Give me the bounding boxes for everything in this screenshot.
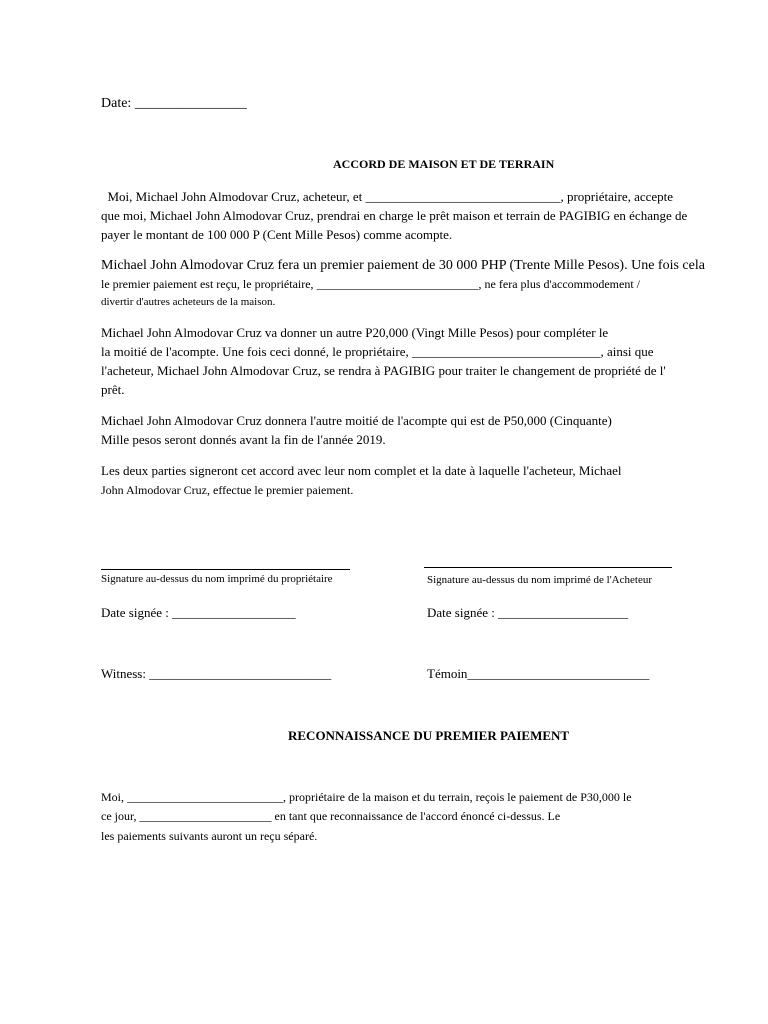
- document-title: ACCORD DE MAISON ET DE TERRAIN: [333, 157, 555, 171]
- paragraph-1-line-3: payer le montant de 100 000 P (Cent Mille Pesos) comme acompte.: [101, 227, 453, 242]
- buyer-signature-line: [424, 567, 672, 568]
- paragraph-4-line-2: Mille pesos seront donnés avant la fin de l'année 2019.: [101, 432, 386, 447]
- paragraph-3-line-1: Michael John Almodovar Cruz va donner un autre P20,000 (Vingt Mille Pesos) pour compléter le: [101, 325, 609, 340]
- witness-left: Witness: ____________________________: [101, 666, 332, 681]
- paragraph-2-line-1: Michael John Almodovar Cruz fera un premier paiement de 30 000 PHP (Trente Mille Pesos). Une fois cela: [101, 258, 705, 273]
- paragraph-3-line-3: l'acheteur, Michael John Almodovar Cruz, se rendra à PAGIBIG pour traiter le changement de propriété de l': [101, 363, 666, 378]
- buyer-date-signed: Date signée : ____________________: [427, 605, 629, 620]
- receipt-title: RECONNAISSANCE DU PREMIER PAIEMENT: [288, 728, 570, 743]
- buyer-signature-caption: Signature au-dessus du nom imprimé de l'Acheteur: [427, 574, 652, 586]
- paragraph-1-line-1: Moi, Michael John Almodovar Cruz, acheteur, et ______________________________, propriétaire, accepte: [101, 189, 674, 204]
- owner-date-signed: Date signée : ___________________: [101, 605, 296, 620]
- owner-signature-caption: Signature au-dessus du nom imprimé du propriétaire: [101, 573, 333, 585]
- receipt-line-1: Moi, __________________________, propriétaire de la maison et du terrain, reçois le paiement de P30,000 le: [101, 790, 632, 804]
- owner-signature-line: [101, 569, 350, 570]
- paragraph-5-line-1: Les deux parties signeront cet accord avec leur nom complet et la date à laquelle l'acheteur, Michael: [101, 463, 622, 478]
- paragraph-5-line-2: John Almodovar Cruz, effectue le premier paiement.: [101, 483, 354, 497]
- receipt-line-2: ce jour, ______________________ en tant que reconnaissance de l'accord énoncé ci-dessus. Le: [101, 809, 561, 823]
- paragraph-3-line-2: la moitié de l'acompte. Une fois ceci donné, le propriétaire, _____________________________, ainsi que: [101, 344, 654, 359]
- paragraph-2-line-2: le premier paiement est reçu, le propriétaire, ___________________________, ne fera plus d'accommodement /: [101, 277, 640, 291]
- paragraph-2-line-3: divertir d'autres acheteurs de la maison.: [101, 296, 276, 308]
- witness-right: Témoin____________________________: [427, 666, 650, 681]
- paragraph-3-line-4: prêt.: [101, 382, 125, 397]
- paragraph-4-line-1: Michael John Almodovar Cruz donnera l'autre moitié de l'acompte qui est de P50,000 (Cinquante): [101, 413, 612, 428]
- date-line: Date: ________________: [101, 96, 247, 111]
- receipt-line-3: les paiements suivants auront un reçu séparé.: [101, 829, 318, 843]
- paragraph-1-line-2: que moi, Michael John Almodovar Cruz, prendrai en charge le prêt maison et terrain de PAGIBIG en échange de: [101, 208, 688, 223]
